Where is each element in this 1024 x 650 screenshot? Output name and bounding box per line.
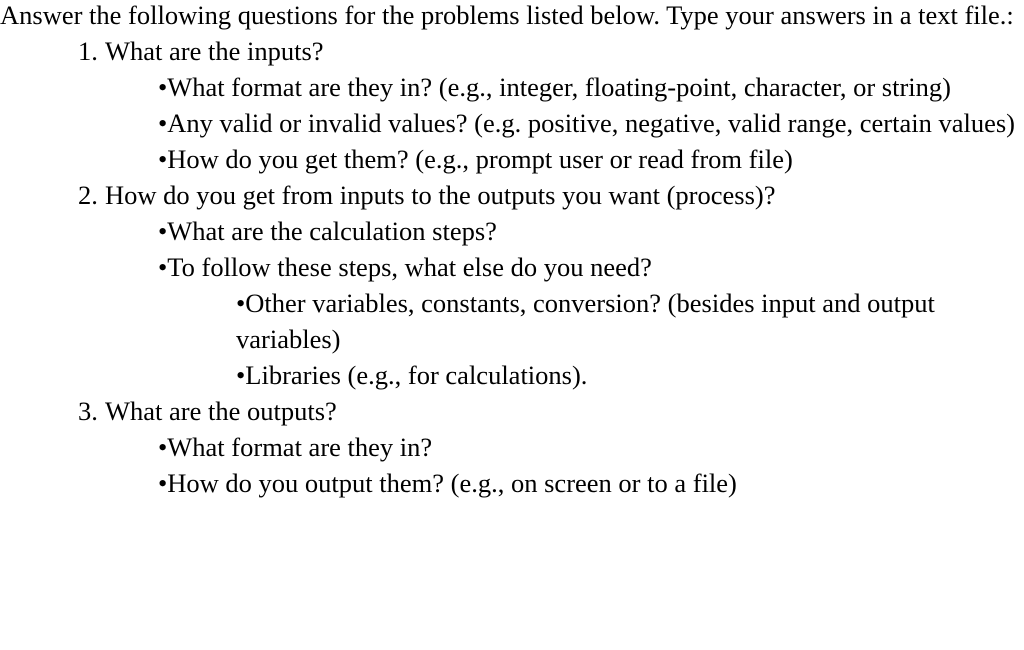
question-3	[0, 393, 1024, 429]
list-item-text: Libraries (e.g., for calculations).	[245, 360, 588, 390]
question-number: 1.	[78, 36, 98, 66]
question-number: 2.	[78, 180, 98, 210]
bullet-icon: •	[158, 432, 168, 462]
list-item-text: Any valid or invalid values? (e.g. positive, negative, valid range, certain values)	[167, 108, 1015, 138]
question-text: How do you get from inputs to the outputs you want (process)?	[105, 180, 776, 210]
bullet-icon: •	[158, 108, 168, 138]
bullet-icon: •	[158, 216, 168, 246]
list-item-text: To follow these steps, what else do you need?	[167, 252, 652, 282]
list-item	[0, 357, 1024, 393]
list-item	[0, 429, 1024, 465]
bullet-icon: •	[158, 72, 168, 102]
list-item	[0, 249, 1024, 285]
bullet-icon: •	[158, 252, 168, 282]
question-2	[0, 177, 1024, 213]
bullet-icon: •	[236, 288, 246, 318]
bullet-icon: •	[236, 360, 246, 390]
bullet-icon: •	[158, 468, 168, 498]
instructions-paragraph: Answer the following questions for the problems listed below. Type your answers in a text file.:	[0, 0, 1014, 30]
bullet-icon: •	[158, 144, 168, 174]
list-item	[0, 285, 1024, 357]
question-1	[0, 33, 1024, 69]
list-item-text: What are the calculation steps?	[167, 216, 497, 246]
list-item-text: How do you output them? (e.g., on screen or to a file)	[167, 468, 737, 498]
question-number: 3.	[78, 396, 98, 426]
list-item-text: What format are they in?	[167, 432, 433, 462]
list-item	[0, 141, 1024, 177]
list-item-text: Other variables, constants, conversion? (besides input and output variables)	[236, 288, 935, 354]
list-item	[0, 105, 1024, 141]
list-item	[0, 69, 1024, 105]
question-text: What are the inputs?	[105, 36, 324, 66]
list-item	[0, 465, 1024, 501]
question-text: What are the outputs?	[105, 396, 337, 426]
list-item	[0, 213, 1024, 249]
list-item-text: How do you get them? (e.g., prompt user or read from file)	[167, 144, 793, 174]
list-item-text: What format are they in? (e.g., integer, floating-point, character, or string)	[167, 72, 951, 102]
